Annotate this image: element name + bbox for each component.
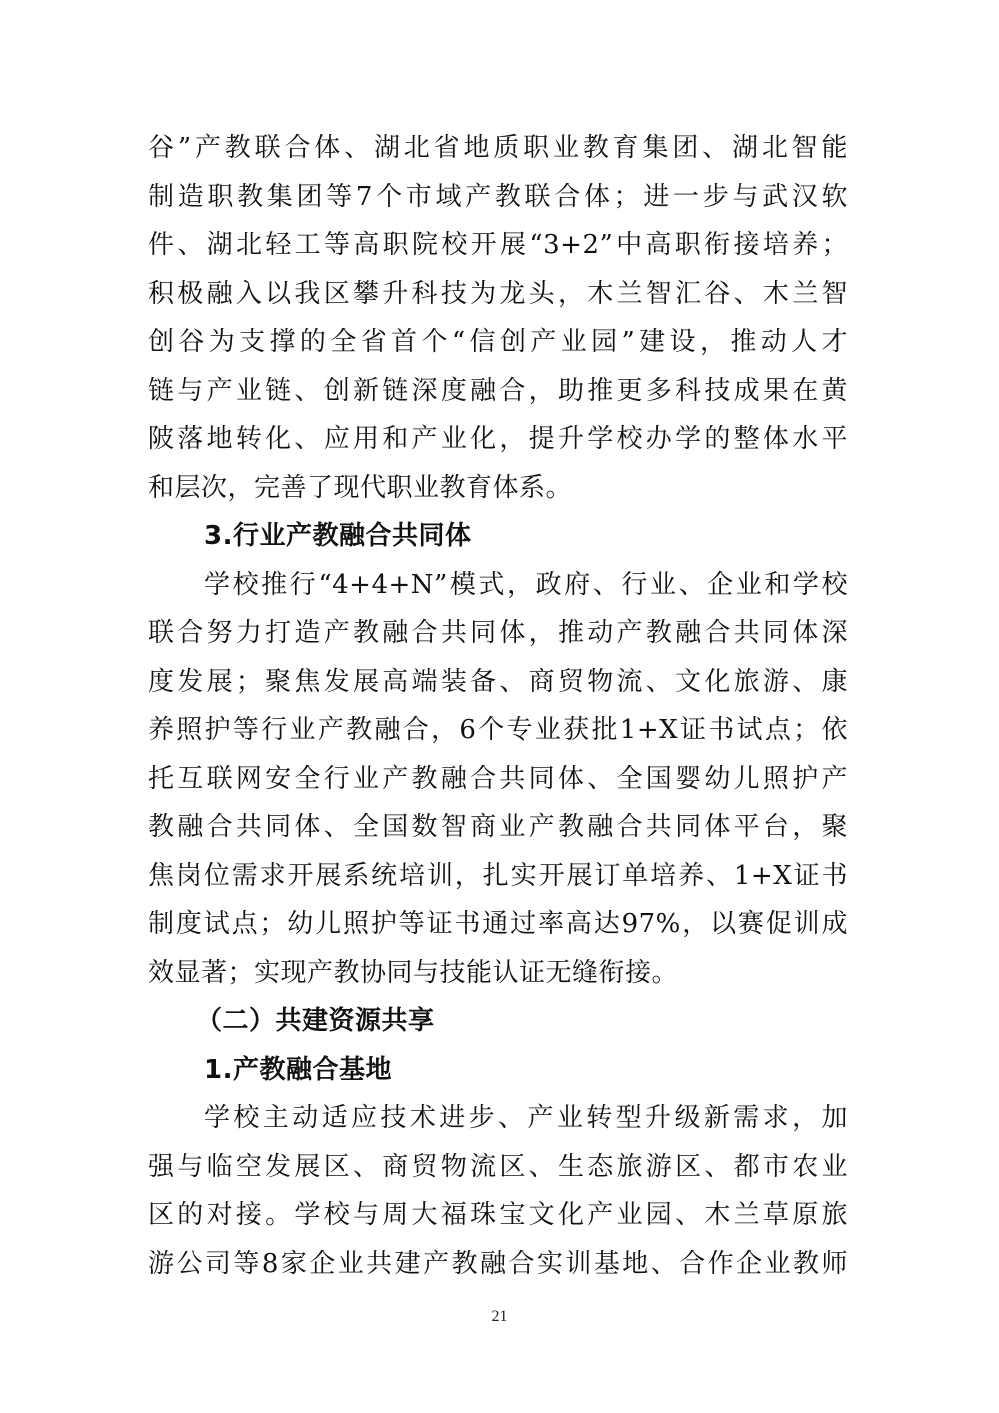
- paragraph-2-line-2: 联合努力打造产教融合共同体，推动产教融合共同体深: [148, 618, 848, 648]
- subheading-integration-base: 1.产教融合基地: [204, 1055, 392, 1085]
- paragraph-1-line-2: 制造职教集团等7个市域产教联合体；进一步与武汉软: [148, 182, 848, 212]
- paragraph-1-line-3: 件、湖北轻工等高职院校开展“3+2”中高职衔接培养；: [148, 230, 848, 260]
- subheading-industry-community: 3.行业产教融合共同体: [204, 521, 472, 551]
- paragraph-2-line-6: 教融合共同体、全国数智商业产教融合共同体平台，聚: [148, 812, 848, 842]
- paragraph-1-line-5: 创谷为支撑的全省首个“信创产业园”建设，推动人才: [148, 327, 848, 357]
- paragraph-2-line-4: 养照护等行业产教融合，6个专业获批1+X证书试点；依: [148, 715, 848, 745]
- paragraph-1-line-1: 谷”产教联合体、湖北省地质职业教育集团、湖北智能: [148, 133, 848, 163]
- paragraph-1-line-7: 陂落地转化、应用和产业化，提升学校办学的整体水平: [148, 424, 848, 454]
- paragraph-3-line-2: 强与临空发展区、商贸物流区、生态旅游区、都市农业: [148, 1152, 848, 1182]
- paragraph-1-line-4: 积极融入以我区攀升科技为龙头，木兰智汇谷、木兰智: [148, 279, 848, 309]
- section-heading-shared-resources: （二）共建资源共享: [196, 1006, 435, 1036]
- paragraph-3-line-3: 区的对接。学校与周大福珠宝文化产业园、木兰草原旅: [148, 1200, 848, 1230]
- paragraph-1-line-6: 链与产业链、创新链深度融合，助推更多科技成果在黄: [148, 376, 848, 406]
- paragraph-3-line-4: 游公司等8家企业共建产教融合实训基地、合作企业教师: [148, 1249, 848, 1279]
- paragraph-2-line-8: 制度试点；幼儿照护等证书通过率高达97%，以赛促训成: [148, 909, 848, 939]
- paragraph-2-line-9: 效显著；实现产教协同与技能认证无缝衔接。: [148, 958, 679, 988]
- paragraph-2-line-5: 托互联网安全行业产教融合共同体、全国婴幼儿照护产: [148, 764, 848, 794]
- paragraph-2-line-3: 度发展；聚焦发展高端装备、商贸物流、文化旅游、康: [148, 667, 848, 697]
- paragraph-2-line-1: 学校推行“4+4+N”模式，政府、行业、企业和学校: [204, 570, 848, 600]
- paragraph-3-line-1: 学校主动适应技术进步、产业转型升级新需求，加: [204, 1103, 848, 1133]
- paragraph-2-line-7: 焦岗位需求开展系统培训，扎实开展订单培养、1+X证书: [148, 861, 848, 891]
- page-number: 21: [491, 1308, 508, 1325]
- paragraph-1-line-8: 和层次，完善了现代职业教育体系。: [148, 473, 573, 503]
